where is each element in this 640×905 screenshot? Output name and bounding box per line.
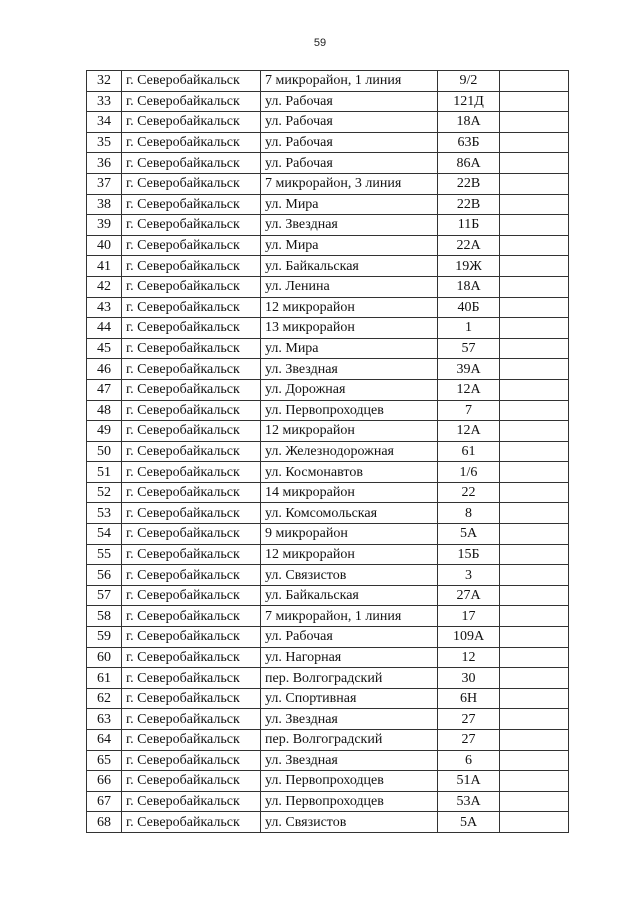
empty-cell [500, 606, 569, 627]
city-cell: г. Северобайкальск [122, 71, 261, 92]
house-number-cell: 12А [438, 421, 500, 442]
row-number-cell: 54 [87, 524, 122, 545]
empty-cell [500, 771, 569, 792]
house-number-cell: 27А [438, 585, 500, 606]
house-number-cell: 63Б [438, 132, 500, 153]
empty-cell [500, 709, 569, 730]
empty-cell [500, 153, 569, 174]
row-number-cell: 66 [87, 771, 122, 792]
table-row [87, 276, 569, 297]
empty-cell [500, 627, 569, 648]
city-cell: г. Северобайкальск [122, 627, 261, 648]
row-number-cell: 56 [87, 565, 122, 586]
table-row [87, 112, 569, 133]
street-cell: 12 микрорайон [261, 544, 438, 565]
house-number-cell: 121Д [438, 91, 500, 112]
row-number-cell: 43 [87, 297, 122, 318]
empty-cell [500, 503, 569, 524]
table-row [87, 565, 569, 586]
table-row [87, 709, 569, 730]
empty-cell [500, 235, 569, 256]
table-row [87, 359, 569, 380]
house-number-cell: 51А [438, 771, 500, 792]
empty-cell [500, 194, 569, 215]
empty-cell [500, 276, 569, 297]
empty-cell [500, 71, 569, 92]
row-number-cell: 38 [87, 194, 122, 215]
table-row [87, 791, 569, 812]
empty-cell [500, 668, 569, 689]
table-row [87, 400, 569, 421]
empty-cell [500, 421, 569, 442]
city-cell: г. Северобайкальск [122, 709, 261, 730]
table-row [87, 524, 569, 545]
street-cell: ул. Звездная [261, 709, 438, 730]
city-cell: г. Северобайкальск [122, 153, 261, 174]
city-cell: г. Северобайкальск [122, 812, 261, 833]
empty-cell [500, 585, 569, 606]
table-row [87, 606, 569, 627]
city-cell: г. Северобайкальск [122, 791, 261, 812]
city-cell: г. Северобайкальск [122, 132, 261, 153]
empty-cell [500, 812, 569, 833]
empty-cell [500, 544, 569, 565]
row-number-cell: 59 [87, 627, 122, 648]
city-cell: г. Северобайкальск [122, 276, 261, 297]
city-cell: г. Северобайкальск [122, 359, 261, 380]
empty-cell [500, 524, 569, 545]
row-number-cell: 37 [87, 173, 122, 194]
table-row [87, 71, 569, 92]
empty-cell [500, 91, 569, 112]
house-number-cell: 18А [438, 112, 500, 133]
row-number-cell: 50 [87, 441, 122, 462]
house-number-cell: 39А [438, 359, 500, 380]
row-number-cell: 32 [87, 71, 122, 92]
house-number-cell: 22А [438, 235, 500, 256]
row-number-cell: 67 [87, 791, 122, 812]
table-row [87, 647, 569, 668]
house-number-cell: 27 [438, 709, 500, 730]
row-number-cell: 53 [87, 503, 122, 524]
street-cell: ул. Рабочая [261, 627, 438, 648]
empty-cell [500, 441, 569, 462]
house-number-cell: 53А [438, 791, 500, 812]
city-cell: г. Северобайкальск [122, 668, 261, 689]
row-number-cell: 61 [87, 668, 122, 689]
street-cell: ул. Звездная [261, 750, 438, 771]
row-number-cell: 65 [87, 750, 122, 771]
city-cell: г. Северобайкальск [122, 482, 261, 503]
street-cell: ул. Первопроходцев [261, 791, 438, 812]
city-cell: г. Северобайкальск [122, 730, 261, 751]
house-number-cell: 1/6 [438, 462, 500, 483]
table-row [87, 730, 569, 751]
table-row [87, 750, 569, 771]
empty-cell [500, 730, 569, 751]
street-cell: ул. Первопроходцев [261, 400, 438, 421]
city-cell: г. Северобайкальск [122, 235, 261, 256]
row-number-cell: 40 [87, 235, 122, 256]
row-number-cell: 45 [87, 338, 122, 359]
street-cell: ул. Звездная [261, 359, 438, 380]
table-row [87, 132, 569, 153]
street-cell: 12 микрорайон [261, 421, 438, 442]
row-number-cell: 47 [87, 379, 122, 400]
city-cell: г. Северобайкальск [122, 421, 261, 442]
street-cell: ул. Спортивная [261, 688, 438, 709]
house-number-cell: 40Б [438, 297, 500, 318]
street-cell: ул. Мира [261, 194, 438, 215]
city-cell: г. Северобайкальск [122, 215, 261, 236]
street-cell: ул. Звездная [261, 215, 438, 236]
table-row [87, 153, 569, 174]
street-cell: ул. Комсомольская [261, 503, 438, 524]
house-number-cell: 27 [438, 730, 500, 751]
house-number-cell: 57 [438, 338, 500, 359]
city-cell: г. Северобайкальск [122, 256, 261, 277]
house-number-cell: 18А [438, 276, 500, 297]
street-cell: ул. Первопроходцев [261, 771, 438, 792]
street-cell: ул. Дорожная [261, 379, 438, 400]
street-cell: 14 микрорайон [261, 482, 438, 503]
city-cell: г. Северобайкальск [122, 318, 261, 339]
table-row [87, 215, 569, 236]
row-number-cell: 39 [87, 215, 122, 236]
table-row [87, 235, 569, 256]
table-row [87, 379, 569, 400]
street-cell: ул. Связистов [261, 565, 438, 586]
house-number-cell: 12 [438, 647, 500, 668]
table-row [87, 421, 569, 442]
house-number-cell: 109А [438, 627, 500, 648]
empty-cell [500, 750, 569, 771]
city-cell: г. Северобайкальск [122, 297, 261, 318]
city-cell: г. Северобайкальск [122, 462, 261, 483]
table-row [87, 256, 569, 277]
row-number-cell: 49 [87, 421, 122, 442]
street-cell: ул. Байкальская [261, 256, 438, 277]
street-cell: ул. Рабочая [261, 153, 438, 174]
row-number-cell: 51 [87, 462, 122, 483]
table-row [87, 585, 569, 606]
house-number-cell: 9/2 [438, 71, 500, 92]
table-row [87, 338, 569, 359]
house-number-cell: 22В [438, 194, 500, 215]
house-number-cell: 3 [438, 565, 500, 586]
empty-cell [500, 256, 569, 277]
street-cell: пер. Волгоградский [261, 668, 438, 689]
house-number-cell: 8 [438, 503, 500, 524]
row-number-cell: 35 [87, 132, 122, 153]
house-number-cell: 61 [438, 441, 500, 462]
street-cell: 7 микрорайон, 3 линия [261, 173, 438, 194]
address-table [86, 70, 569, 833]
house-number-cell: 22В [438, 173, 500, 194]
street-cell: ул. Железнодорожная [261, 441, 438, 462]
empty-cell [500, 462, 569, 483]
row-number-cell: 68 [87, 812, 122, 833]
city-cell: г. Северобайкальск [122, 524, 261, 545]
row-number-cell: 63 [87, 709, 122, 730]
empty-cell [500, 132, 569, 153]
house-number-cell: 7 [438, 400, 500, 421]
street-cell: ул. Связистов [261, 812, 438, 833]
row-number-cell: 46 [87, 359, 122, 380]
street-cell: 13 микрорайон [261, 318, 438, 339]
city-cell: г. Северобайкальск [122, 771, 261, 792]
street-cell: ул. Байкальская [261, 585, 438, 606]
street-cell: пер. Волгоградский [261, 730, 438, 751]
street-cell: ул. Нагорная [261, 647, 438, 668]
table-row [87, 297, 569, 318]
table-row [87, 668, 569, 689]
house-number-cell: 86А [438, 153, 500, 174]
city-cell: г. Северобайкальск [122, 194, 261, 215]
empty-cell [500, 173, 569, 194]
street-cell: 9 микрорайон [261, 524, 438, 545]
street-cell: 7 микрорайон, 1 линия [261, 71, 438, 92]
table-row [87, 544, 569, 565]
table-row [87, 771, 569, 792]
street-cell: ул. Рабочая [261, 112, 438, 133]
table-row [87, 812, 569, 833]
house-number-cell: 6 [438, 750, 500, 771]
table-row [87, 318, 569, 339]
page-number: 59 [313, 37, 327, 49]
empty-cell [500, 318, 569, 339]
table-row [87, 688, 569, 709]
row-number-cell: 58 [87, 606, 122, 627]
row-number-cell: 36 [87, 153, 122, 174]
city-cell: г. Северобайкальск [122, 688, 261, 709]
city-cell: г. Северобайкальск [122, 338, 261, 359]
city-cell: г. Северобайкальск [122, 647, 261, 668]
city-cell: г. Северобайкальск [122, 750, 261, 771]
empty-cell [500, 647, 569, 668]
street-cell: ул. Рабочая [261, 132, 438, 153]
city-cell: г. Северобайкальск [122, 503, 261, 524]
house-number-cell: 12А [438, 379, 500, 400]
empty-cell [500, 565, 569, 586]
street-cell: ул. Мира [261, 338, 438, 359]
table-row [87, 91, 569, 112]
row-number-cell: 42 [87, 276, 122, 297]
table-row [87, 462, 569, 483]
row-number-cell: 60 [87, 647, 122, 668]
address-table-body [87, 71, 569, 833]
house-number-cell: 19Ж [438, 256, 500, 277]
row-number-cell: 64 [87, 730, 122, 751]
table-row [87, 482, 569, 503]
row-number-cell: 62 [87, 688, 122, 709]
empty-cell [500, 359, 569, 380]
table-row [87, 441, 569, 462]
empty-cell [500, 482, 569, 503]
city-cell: г. Северобайкальск [122, 565, 261, 586]
street-cell: ул. Рабочая [261, 91, 438, 112]
street-cell: ул. Космонавтов [261, 462, 438, 483]
table-row [87, 503, 569, 524]
row-number-cell: 44 [87, 318, 122, 339]
empty-cell [500, 791, 569, 812]
row-number-cell: 57 [87, 585, 122, 606]
empty-cell [500, 215, 569, 236]
empty-cell [500, 297, 569, 318]
city-cell: г. Северобайкальск [122, 585, 261, 606]
house-number-cell: 11Б [438, 215, 500, 236]
street-cell: ул. Ленина [261, 276, 438, 297]
house-number-cell: 5А [438, 524, 500, 545]
empty-cell [500, 688, 569, 709]
table-row [87, 173, 569, 194]
city-cell: г. Северобайкальск [122, 91, 261, 112]
city-cell: г. Северобайкальск [122, 544, 261, 565]
empty-cell [500, 338, 569, 359]
row-number-cell: 55 [87, 544, 122, 565]
city-cell: г. Северобайкальск [122, 379, 261, 400]
row-number-cell: 48 [87, 400, 122, 421]
street-cell: ул. Мира [261, 235, 438, 256]
city-cell: г. Северобайкальск [122, 173, 261, 194]
city-cell: г. Северобайкальск [122, 400, 261, 421]
street-cell: 12 микрорайон [261, 297, 438, 318]
table-row [87, 627, 569, 648]
house-number-cell: 1 [438, 318, 500, 339]
house-number-cell: 5А [438, 812, 500, 833]
empty-cell [500, 379, 569, 400]
city-cell: г. Северобайкальск [122, 606, 261, 627]
house-number-cell: 22 [438, 482, 500, 503]
empty-cell [500, 112, 569, 133]
house-number-cell: 15Б [438, 544, 500, 565]
house-number-cell: 30 [438, 668, 500, 689]
city-cell: г. Северобайкальск [122, 112, 261, 133]
city-cell: г. Северобайкальск [122, 441, 261, 462]
row-number-cell: 34 [87, 112, 122, 133]
empty-cell [500, 400, 569, 421]
row-number-cell: 52 [87, 482, 122, 503]
house-number-cell: 17 [438, 606, 500, 627]
row-number-cell: 41 [87, 256, 122, 277]
table-row [87, 194, 569, 215]
row-number-cell: 33 [87, 91, 122, 112]
house-number-cell: 6Н [438, 688, 500, 709]
street-cell: 7 микрорайон, 1 линия [261, 606, 438, 627]
